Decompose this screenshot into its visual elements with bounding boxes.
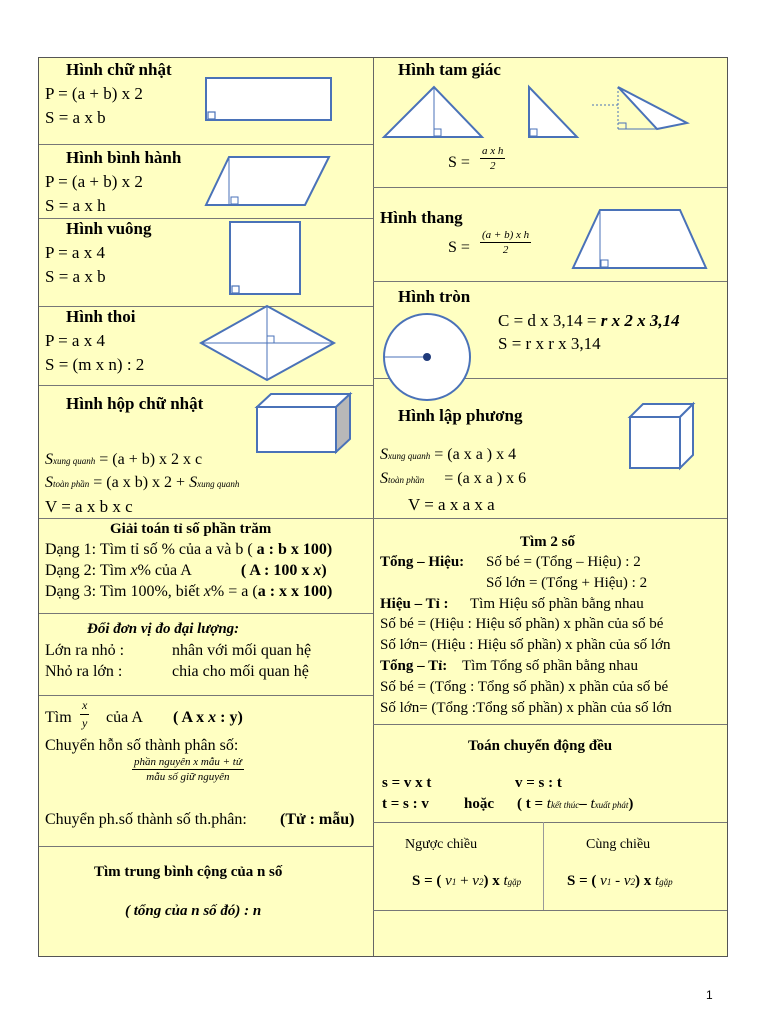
parallelogram-shape	[205, 155, 335, 209]
sum-ratio-step: Tìm Tổng số phần bằng nhau	[462, 658, 638, 674]
percent-type2: Dạng 2: Tìm x% của A ( A : 100 x x)	[45, 562, 327, 579]
rect-area: S = a x b	[45, 108, 106, 127]
divider	[39, 144, 373, 145]
sum-diff-large: Số lớn = (Tổng + Hiệu) : 2	[486, 575, 648, 591]
motion-time: t = s : v	[382, 796, 429, 812]
divider	[39, 613, 373, 614]
mixed-number-formula: phần nguyên x mẫu + tử mẫu số giữ nguyên	[134, 756, 242, 783]
circle-shape	[382, 312, 474, 404]
page-number: 1	[706, 988, 713, 1002]
rhombus-area: S = (m x n) : 2	[45, 355, 145, 374]
diff-ratio-label: Hiệu – Tỉ :	[380, 596, 449, 612]
divider	[373, 724, 727, 725]
rhombus-title: Hình thoi	[66, 307, 136, 326]
average-title: Tìm trung bình cộng của n số	[94, 864, 283, 880]
motion-time-diff: ( t = tkết thúc– txuất phát)	[517, 796, 634, 812]
diff-ratio-small: Số bé = (Hiệu : Hiệu số phần) x phần của số bé	[380, 616, 664, 632]
units-small-to-big: Nhỏ ra lớn :	[45, 663, 123, 680]
percent-title: Giải toán tỉ số phần trăm	[110, 521, 272, 537]
motion-velocity: v = s : t	[515, 775, 562, 791]
decimal-title: Chuyển ph.số thành số th.phân:	[45, 811, 247, 828]
triangle-area-label: S =	[448, 154, 470, 171]
fraction-formula: ( A x x : y)	[173, 709, 243, 726]
average-formula: ( tổng của n số đó) : n	[125, 903, 262, 919]
divider	[39, 518, 373, 519]
divider	[373, 910, 727, 911]
sum-diff-label: Tổng – Hiệu:	[380, 554, 465, 570]
triangle-shapes	[382, 85, 702, 141]
square-area: S = a x b	[45, 267, 106, 286]
cube-total-area: Stoàn phần = (a x a ) x 6	[380, 470, 527, 487]
cube-shape	[629, 403, 697, 471]
decimal-formula: (Tử : mẫu)	[280, 811, 355, 828]
triangle-title: Hình tam giác	[398, 60, 501, 79]
divider	[543, 822, 544, 910]
divider	[373, 281, 727, 282]
two-numbers-title: Tìm 2 số	[520, 534, 576, 550]
box-title: Hình hộp chữ nhật	[66, 394, 204, 413]
sum-ratio-small: Số bé = (Tổng : Tổng số phần) x phần của số bé	[380, 679, 669, 695]
opposite-direction-formula: S = ( v1 + v2) x tgặp	[412, 873, 522, 889]
units-small-to-big-rule: chia cho mối quan hệ	[172, 663, 309, 680]
parallelogram-area: S = a x h	[45, 196, 106, 215]
same-direction-title: Cùng chiều	[586, 837, 651, 852]
sum-ratio-large: Số lớn= (Tổng :Tổng số phần) x phần của số lớn	[380, 700, 672, 716]
fraction-find: Tìm	[45, 709, 72, 726]
box-lateral-area: Sxung quanh = (a + b) x 2 x c	[45, 451, 203, 468]
units-big-to-small-rule: nhân với mối quan hệ	[172, 642, 312, 659]
parallelogram-title: Hình bình hành	[66, 148, 182, 167]
divider	[373, 187, 727, 188]
trapezoid-title: Hình thang	[380, 208, 463, 227]
square-shape	[229, 221, 303, 297]
motion-distance: s = v x t	[382, 775, 432, 791]
trapezoid-area-fraction: $\frac{\text{(a + b) x h}}{2}$	[482, 229, 530, 256]
box-volume: V = a x b x c	[45, 497, 133, 516]
trapezoid-area-label: S =	[448, 239, 470, 256]
divider	[39, 846, 373, 847]
square-title: Hình vuông	[66, 219, 152, 238]
triangle-area-fraction: $\frac{\text{a x h}}{2}$	[482, 145, 504, 172]
divider	[373, 518, 727, 519]
fraction-x-over-y: $\frac{x}{y}$	[82, 698, 88, 730]
trapezoid-shape	[572, 208, 708, 272]
fraction-of-a: của A	[106, 709, 143, 726]
divider	[373, 822, 727, 823]
cube-volume: V = a x a x a	[408, 495, 495, 514]
rect-title: Hình chữ nhật	[66, 60, 172, 79]
parallelogram-perimeter: P = (a + b) x 2	[45, 172, 143, 191]
rect-perimeter: P = (a + b) x 2	[45, 84, 143, 103]
sum-diff-small: Số bé = (Tổng – Hiệu) : 2	[486, 554, 641, 570]
opposite-direction-title: Ngược chiều	[405, 837, 478, 852]
diff-ratio-large: Số lớn= (Hiệu : Hiệu số phần) x phần của số lớn	[380, 637, 671, 653]
percent-type3: Dạng 3: Tìm 100%, biết x% = a (a : x x 100)	[45, 583, 333, 600]
square-perimeter: P = a x 4	[45, 243, 105, 262]
divider	[39, 385, 373, 386]
cube-title: Hình lập phương	[398, 406, 523, 425]
circle-title: Hình tròn	[398, 287, 471, 306]
motion-title: Toán chuyển động đều	[468, 738, 613, 754]
rectangle-shape	[205, 77, 335, 123]
motion-or: hoặc	[464, 796, 494, 812]
box-shape	[256, 393, 352, 455]
cube-lateral-area: Sxung quanh = (a x a ) x 4	[380, 446, 517, 463]
percent-type1: Dạng 1: Tìm tỉ số % của a và b ( a : b x 100)	[45, 541, 333, 558]
rhombus-perimeter: P = a x 4	[45, 331, 105, 350]
units-title: Đổi đơn vị đo đại lượng:	[87, 621, 240, 637]
box-total-area: Stoàn phần = (a x b) x 2 + Sxung quanh	[45, 474, 240, 491]
rhombus-shape	[200, 305, 336, 383]
mixed-number-title: Chuyển hỗn số thành phân số:	[45, 737, 239, 754]
units-big-to-small: Lớn ra nhỏ :	[45, 642, 125, 659]
divider	[39, 695, 373, 696]
circle-circumference: C = d x 3,14 = r x 2 x 3,14	[498, 311, 680, 330]
sum-ratio-label: Tổng – Tỉ:	[380, 658, 448, 674]
same-direction-formula: S = ( v1 - v2) x tgặp	[567, 873, 673, 889]
diff-ratio-step: Tìm Hiệu số phần bằng nhau	[470, 596, 644, 612]
circle-area: S = r x r x 3,14	[498, 334, 601, 353]
